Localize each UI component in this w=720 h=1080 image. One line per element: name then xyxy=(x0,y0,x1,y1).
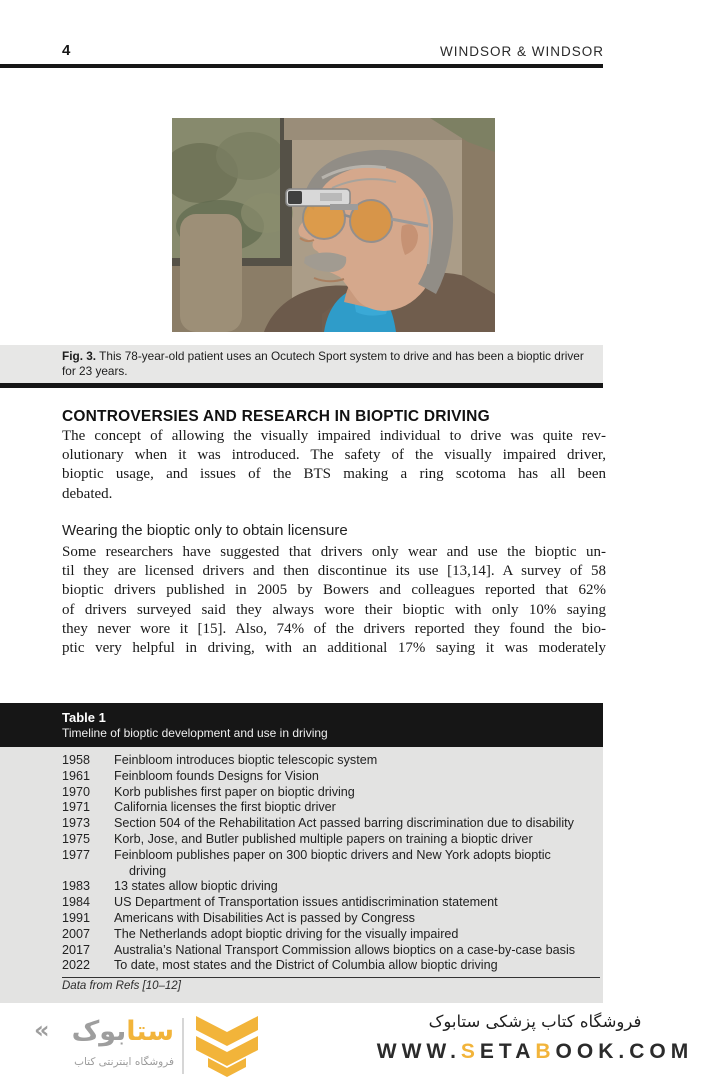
timeline-year: 2022 xyxy=(62,958,91,973)
table-footnote: Data from Refs [10–12] xyxy=(62,980,181,993)
timeline-year: 1973 xyxy=(62,816,91,831)
section-heading: CONTROVERSIES AND RESEARCH IN BIOPTIC DRIVING xyxy=(62,408,490,425)
timeline-event: Korb publishes first paper on bioptic driving xyxy=(114,784,355,799)
figure-caption-text: This 78-year-old patient uses an Ocutech Sport system to drive and has been a bioptic driver for 23 years. xyxy=(62,349,584,378)
timeline-event: 13 states allow bioptic driving xyxy=(114,879,278,894)
figure-caption-label: Fig. 3. xyxy=(62,349,97,363)
section-paragraph xyxy=(62,427,606,504)
table-row xyxy=(0,785,603,801)
logo-wordmark-gray: بوک xyxy=(71,1016,127,1047)
caption-rule xyxy=(0,383,603,388)
url-segment: WWW. xyxy=(376,1040,461,1063)
logo-divider xyxy=(182,1018,184,1074)
timeline-event: Korb, Jose, and Butler published multiple papers on training a bioptic driver xyxy=(114,831,533,846)
timeline-event: The Netherlands adopt bioptic driving for the visually impaired xyxy=(114,926,459,941)
timeline-event: Feinbloom publishes paper on 300 bioptic drivers and New York adopts bioptic driving xyxy=(114,847,551,878)
table-row xyxy=(0,816,603,832)
text-line: they never wore it [15]. Also, 74% of the drivers reported they found the bio- xyxy=(62,620,606,637)
logo-wordmark-yellow: ستا xyxy=(126,1016,174,1047)
logo-tagline-farsi: فروشگاه اینترنتی کتاب xyxy=(74,1056,174,1068)
timeline-year: 2017 xyxy=(62,942,91,957)
logo-guillemet: « xyxy=(34,1016,50,1044)
text-line: debated. xyxy=(62,485,113,502)
chevron-logo-icon xyxy=(194,1014,260,1078)
table-row xyxy=(0,911,603,927)
text-line: ptic very helpful in driving, with an additional 17% saying it was moderately xyxy=(62,640,606,657)
table-header xyxy=(0,703,603,747)
bookstore-logo xyxy=(34,1012,274,1078)
timeline-event: Australia’s National Transport Commission allows bioptics on a case-by-case basis xyxy=(114,942,576,957)
timeline-event: California licenses the first bioptic driver xyxy=(114,800,336,815)
table-row xyxy=(0,800,603,816)
url-segment: B xyxy=(535,1040,556,1063)
table-row xyxy=(0,848,603,880)
timeline-year: 1983 xyxy=(62,879,91,894)
timeline-year: 1961 xyxy=(62,768,91,783)
page-number: 4 xyxy=(62,42,71,59)
figure-photo xyxy=(172,118,495,332)
text-line: of drivers surveyed said they always wore their bioptic with only 10% saying xyxy=(62,601,606,618)
timeline-event: Americans with Disabilities Act is passed by Congress xyxy=(114,910,415,925)
table-body xyxy=(0,747,603,1003)
table-label: Table 1 xyxy=(62,710,106,725)
table-footnote-rule xyxy=(62,977,600,978)
table-title: Timeline of bioptic development and use in driving xyxy=(62,726,328,740)
bookstore-url xyxy=(355,1040,715,1064)
table-row xyxy=(0,769,603,785)
table-row xyxy=(0,895,603,911)
table-row xyxy=(0,879,603,895)
timeline-event: Feinbloom founds Designs for Vision xyxy=(114,768,319,783)
bookstore-name-farsi: فروشگاه کتاب پزشکی ستابوک xyxy=(428,1012,642,1031)
url-segment: S xyxy=(460,1040,480,1063)
timeline-year: 1958 xyxy=(62,753,91,767)
timeline-year: 1991 xyxy=(62,910,91,925)
url-segment: ETA xyxy=(479,1040,536,1063)
figure-caption xyxy=(0,345,603,383)
text-line: Some researchers have suggested that drivers only wear and use the bioptic un- xyxy=(62,544,606,560)
subsection-heading: Wearing the bioptic only to obtain licensure xyxy=(62,522,348,539)
text-line: The concept of allowing the visually impaired individual to drive was quite rev- xyxy=(62,428,606,444)
text-line: bioptic usage, and issues of the BTS making a ring scotoma has all been xyxy=(62,466,606,483)
timeline-year: 1971 xyxy=(62,800,91,815)
timeline-event: Feinbloom introduces bioptic telescopic system xyxy=(114,753,378,767)
timeline-year: 1977 xyxy=(62,847,91,862)
text-line: olutionary when it was introduced. The safety of the visually impaired driver, xyxy=(62,447,606,464)
table-row xyxy=(0,927,603,943)
logo-wordmark xyxy=(72,1012,174,1052)
text-line: bioptic drivers published in 2005 by Bowers and colleagues reported that 62% xyxy=(62,582,606,599)
text-line: til they are licensed drivers and then discontinue its use [13,14]. A survey of 58 xyxy=(62,563,606,580)
running-head: WINDSOR & WINDSOR xyxy=(440,44,604,59)
url-segment: OOK.COM xyxy=(555,1040,694,1063)
timeline-year: 1984 xyxy=(62,895,91,910)
timeline-event: US Department of Transportation issues antidiscrimination statement xyxy=(114,895,498,910)
table-row xyxy=(0,832,603,848)
header-rule xyxy=(0,64,603,68)
timeline-year: 2007 xyxy=(62,926,91,941)
table-row xyxy=(0,958,603,974)
table-rows xyxy=(0,747,603,974)
bioptic-driver-photo-illustration xyxy=(172,118,495,332)
table-row xyxy=(0,753,603,769)
subsection-paragraph xyxy=(62,543,606,658)
timeline-event: To date, most states and the District of Columbia allow bioptic driving xyxy=(114,958,498,973)
timeline-year: 1970 xyxy=(62,784,91,799)
timeline-year: 1975 xyxy=(62,831,91,846)
timeline-event: Section 504 of the Rehabilitation Act passed barring discrimination due to disability xyxy=(114,816,574,831)
table-row xyxy=(0,943,603,959)
